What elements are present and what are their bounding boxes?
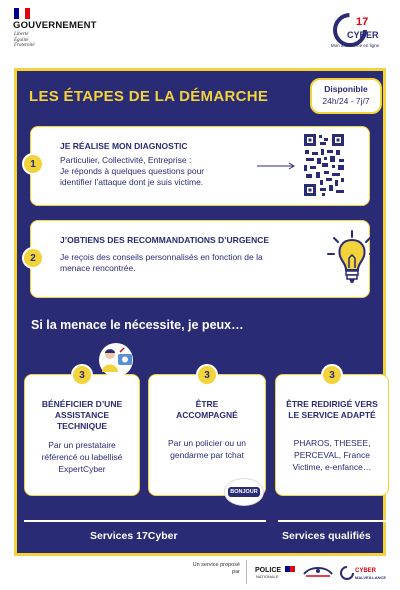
step-title: JE RÉALISE MON DIAGNOSTIC: [60, 141, 188, 151]
step-title: J’OBTIENS DES RECOMMANDATIONS D’URGENCE: [60, 235, 270, 245]
step-number: 2: [22, 247, 44, 269]
option-description: PHAROS, THESEE, PERCEVAL, France Victime, e-enfance…: [292, 438, 372, 472]
bonjour-badge: BONJOUR: [228, 487, 260, 497]
option-card-assistance: [24, 374, 140, 496]
footer-services-17cyber: Services 17Cyber: [90, 530, 178, 542]
option-description: Par un policier ou un gendarme par tchat: [168, 438, 246, 460]
svg-text:17: 17: [356, 16, 369, 28]
step-description: Je reçois des conseils personnalisés en fonction de la menace rencontrée.: [60, 252, 263, 273]
svg-text:CYBER: CYBER: [355, 568, 377, 574]
step-number: 3: [321, 364, 343, 386]
option-title: ÊTRE ACCOMPAGNÉ: [176, 399, 238, 420]
gendarmerie-logo: [302, 562, 334, 582]
credit-separator: [246, 560, 247, 584]
government-title: GOUVERNEMENT: [13, 20, 97, 31]
svg-text:CYBER: CYBER: [347, 30, 379, 40]
government-motto: Liberté Égalité Fraternité: [14, 32, 35, 48]
footer-services-qualifies: Services qualifiés: [282, 530, 371, 542]
option-card-redirect: [275, 374, 389, 496]
option-title: BÉNÉFICIER D’UNE ASSISTANCE TECHNIQUE: [41, 399, 123, 431]
17cyber-logo: [330, 8, 380, 48]
cybermalveillance-logo: [340, 562, 387, 584]
police-logo-subtitle: NATIONALE: [256, 574, 279, 579]
availability-hours: 24h/24 - 7j/7: [322, 96, 370, 106]
availability-label: Disponible: [324, 84, 368, 94]
french-flag-icon: [14, 8, 30, 19]
footer-divider: [24, 520, 266, 522]
section-subtitle: Si la menace le nécessite, je peux…: [31, 318, 244, 332]
credit-text: Un service proposé par: [192, 562, 240, 575]
step-number: 1: [22, 153, 44, 175]
page-title: LES ÉTAPES DE LA DÉMARCHE: [29, 88, 269, 105]
svg-text:MALVEILLANCE: MALVEILLANCE: [355, 575, 387, 580]
footer-divider: [278, 520, 386, 522]
option-title: ÊTRE REDIRIGÉ VERS LE SERVICE ADAPTÉ: [286, 399, 378, 420]
qr-code-icon[interactable]: [302, 132, 346, 198]
arrow-right-icon: [257, 162, 297, 170]
option-description: Par un prestataire référencé ou labellisé ExpertCyber: [41, 440, 123, 474]
step-description: Particulier, Collectivité, Entreprise : Je réponds à quelques questions pour identifier l’attaque dont je suis victime.: [60, 155, 205, 187]
step-number: 3: [196, 364, 218, 386]
lightbulb-icon: [326, 228, 378, 288]
police-logo: POLICE: [255, 566, 295, 574]
step-number: 3: [71, 364, 93, 386]
logo-tagline: Mon assistance en ligne: [330, 43, 380, 48]
technician-illustration: [94, 342, 138, 378]
availability-badge: [310, 78, 382, 114]
